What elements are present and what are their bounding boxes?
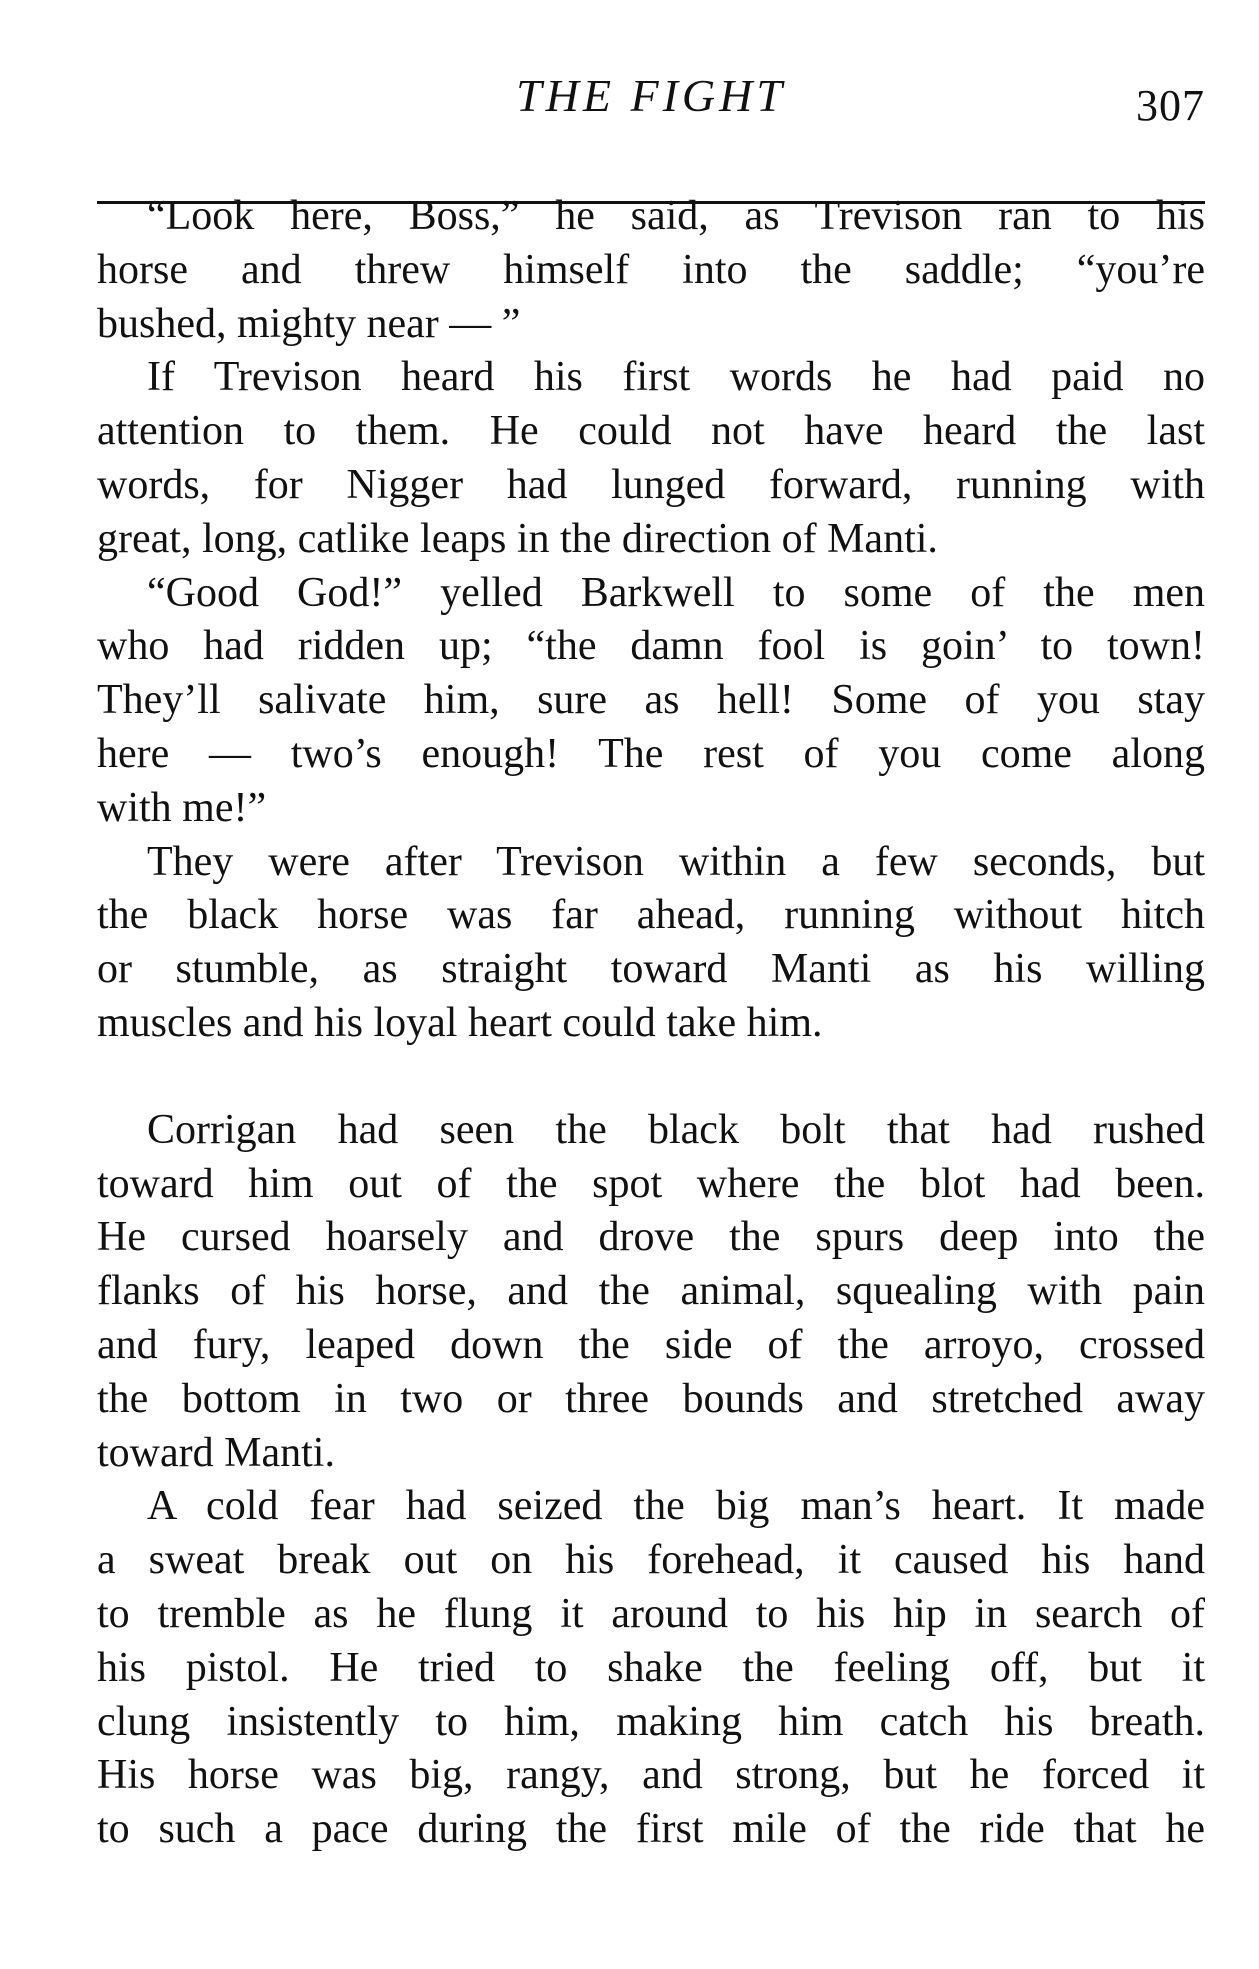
text-line: great, long, catlike leaps in the direction of Manti. — [97, 515, 938, 562]
text-line: “Good God!” yelled Barkwell to some of the men — [147, 569, 1205, 616]
text-line: or stumble, as straight toward Manti as his willing — [97, 946, 1205, 993]
text-line: “Look here, Boss,” he said, as Trevison ran to his — [147, 193, 1205, 239]
paragraph — [97, 1104, 1205, 1481]
text-line: a sweat break out on his forehead, it caused his hand — [97, 1537, 1205, 1584]
text-line: and fury, leaped down the side of the arroyo, crossed — [97, 1321, 1205, 1368]
text-line: If Trevison heard his first words he had paid no — [147, 354, 1205, 401]
paragraph — [97, 190, 1205, 351]
text-line: Corrigan had seen the black bolt that had rushed — [147, 1106, 1205, 1153]
text-line: They’ll salivate him, sure as hell! Some of you stay — [97, 677, 1205, 724]
text-line: to tremble as he flung it around to his hip in search of — [97, 1590, 1205, 1637]
text-line: horse and threw himself into the saddle; “you’re — [97, 246, 1205, 293]
text-line: They were after Trevison within a few seconds, but — [147, 838, 1205, 885]
text-line: the black horse was far ahead, running without hitch — [97, 892, 1205, 939]
running-head — [97, 68, 1205, 138]
text-line: who had ridden up; “the damn fool is goin’ to town! — [97, 623, 1205, 670]
text-line: A cold fear had seized the big man’s heart. It made — [147, 1483, 1205, 1530]
text-line: attention to them. He could not have heard the last — [97, 408, 1205, 455]
text-line: words, for Nigger had lunged forward, running with — [97, 461, 1205, 508]
text-line: the bottom in two or three bounds and stretched away — [97, 1375, 1205, 1422]
text-line: muscles and his loyal heart could take him. — [97, 999, 823, 1046]
text-line: toward Manti. — [97, 1429, 335, 1476]
paragraph — [97, 1480, 1205, 1857]
section-break — [97, 1051, 1205, 1104]
text-line: his pistol. He tried to shake the feeling off, but it — [97, 1644, 1205, 1691]
text-line: flanks of his horse, and the animal, squealing with pain — [97, 1268, 1205, 1315]
text-section — [97, 190, 1205, 1051]
text-line: His horse was big, rangy, and strong, but he forced it — [97, 1752, 1205, 1799]
paragraph — [97, 351, 1205, 566]
text-section — [97, 1104, 1205, 1857]
running-title: THE FIGHT — [516, 70, 786, 121]
paragraph — [97, 836, 1205, 1051]
text-line: toward him out of the spot where the blot had been. — [97, 1160, 1205, 1207]
text-line: to such a pace during the first mile of the ride that he — [97, 1806, 1205, 1853]
body-text — [97, 190, 1205, 1857]
text-line: He cursed hoarsely and drove the spurs deep into the — [97, 1214, 1205, 1261]
text-line: bushed, mighty near — ” — [97, 300, 521, 347]
text-line: clung insistently to him, making him catch his breath. — [97, 1698, 1205, 1745]
text-line: here — two’s enough! The rest of you come along — [97, 730, 1205, 777]
paragraph — [97, 567, 1205, 836]
text-line: with me!” — [97, 784, 267, 831]
page-number: 307 — [1136, 81, 1205, 130]
